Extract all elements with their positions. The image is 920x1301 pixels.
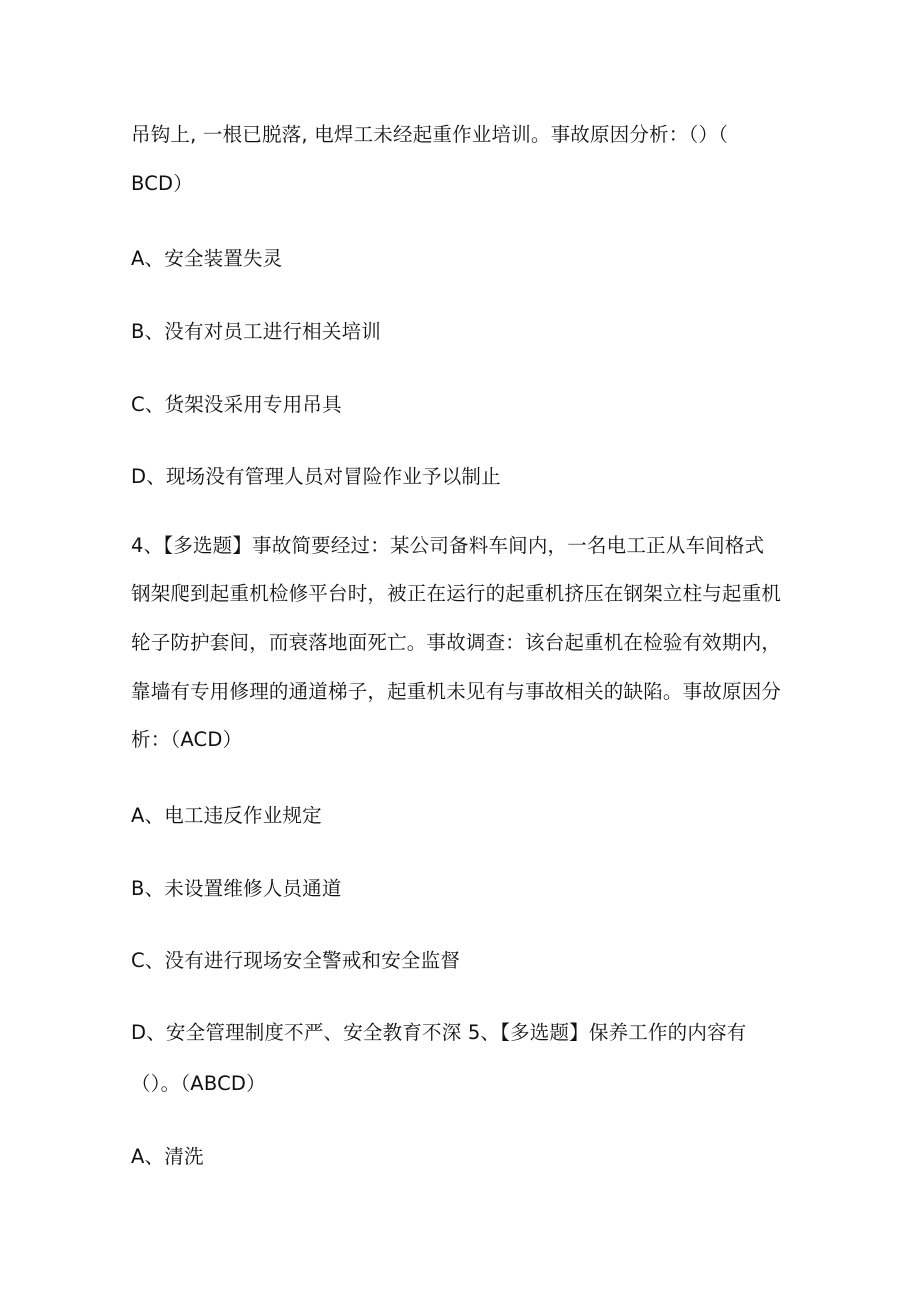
question-4-option-b: B、未设置维修人员通道 — [131, 877, 342, 900]
question-4-text-line-1: 4、【多选题】事故简要经过：某公司备料车间内，一名电工正从车间格式 — [131, 534, 765, 557]
question-4-text-line-5: 析：（ACD） — [131, 728, 243, 751]
question-3-text-line-2: BCD） — [131, 172, 193, 195]
question-4-text-line-2: 钢架爬到起重机检修平台时，被正在运行的起重机挤压在钢架立柱与起重机 — [131, 582, 782, 605]
question-4-option-c: C、没有进行现场安全警戒和安全监督 — [131, 949, 461, 972]
question-4-text-line-3: 轮子防护套间，而衰落地面死亡。事故调查：该台起重机在检验有效期内， — [131, 631, 782, 654]
question-4-text-line-4: 靠墙有专用修理的通道梯子，起重机未见有与事故相关的缺陷。事故原因分 — [131, 680, 782, 703]
question-5-option-a: A、清洗 — [131, 1145, 204, 1168]
question-4-option-d: D、安全管理制度不严、安全教育不深 5、【多选题】保养工作的内容有 — [131, 1021, 747, 1044]
question-3-option-a: A、安全装置失灵 — [131, 247, 283, 270]
question-4-option-a: A、电工违反作业规定 — [131, 804, 322, 827]
question-3-option-b: B、没有对员工进行相关培训 — [131, 320, 381, 343]
question-3-option-d: D、现场没有管理人员对冒险作业予以制止 — [131, 465, 501, 488]
question-3-text-line-1: 吊钩上, 一根已脱落, 电焊工未经起重作业培训。事故原因分析：（）（ — [131, 123, 729, 146]
question-5-text-line-2: （）。（ABCD） — [131, 1072, 266, 1095]
question-3-option-c: C、货架没采用专用吊具 — [131, 393, 342, 416]
